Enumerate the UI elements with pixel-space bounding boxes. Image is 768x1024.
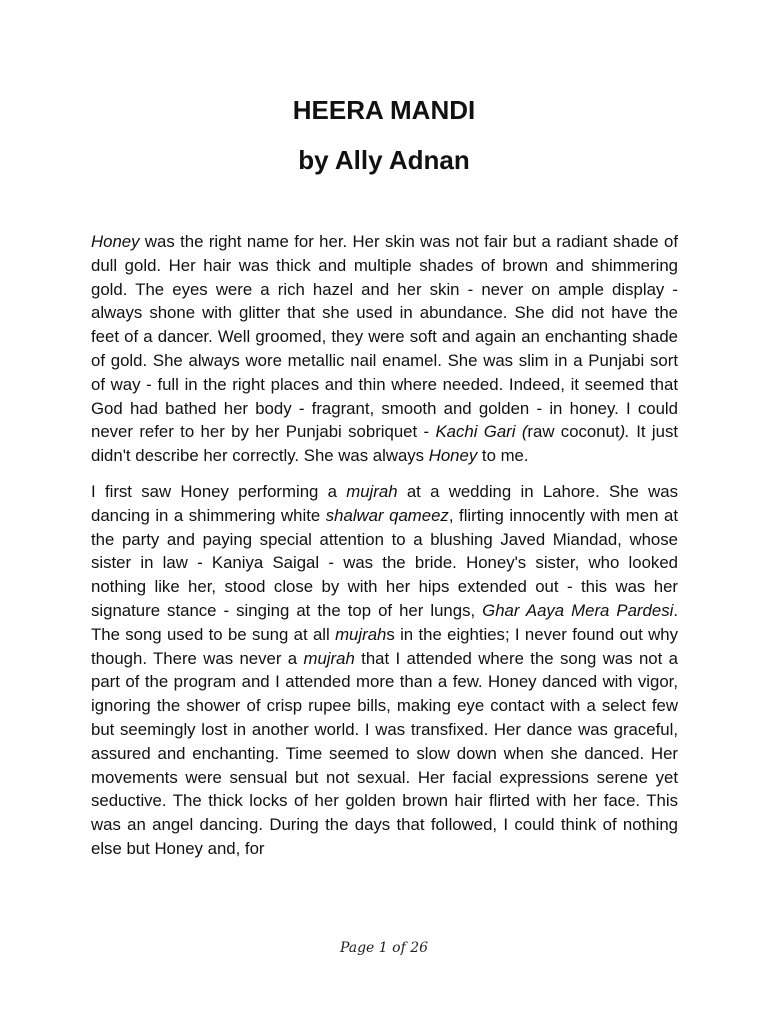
text-span: was the right name for her. Her skin was not fair but a radiant shade of dull gold. Her hair was thick and multiple shades of brown and shimmering gold. The eyes were a rich hazel and her skin - never on ample display - always shone with glitter that she used in abundance. She did not have the feet of a dancer. Well groomed, they were soft and again an enchanting shade of gold. She always wore metallic nail enamel. She was slim in a Punjabi sort of way - full in the right places and thin where needed. Indeed, it seemed that God had bathed her body - fragrant, smooth and golden - in honey. I could never refer to her by her Punjabi sobriquet - xyxy=(91,232,678,442)
text-span: to me. xyxy=(477,446,529,466)
italic-span: Honey xyxy=(428,446,478,466)
text-span: at a wedding in Lahore. She was dancing in a shimmering white xyxy=(91,481,678,525)
author-line: by Ally Adnan xyxy=(298,145,470,175)
body-text xyxy=(91,230,678,873)
italic-span: mujrah xyxy=(303,648,355,668)
text-span: s in the eighties; I never found out why though. There was never a xyxy=(91,624,678,668)
italic-span: Ghar Aaya Mera Pardesi xyxy=(482,600,674,620)
text-span: , flirting innocently with men at the party and paying special attention to a blushing Javed Miandad, whose sister in law - Kaniya Saigal - was the bride. Honey's sister, who looked nothing like her, stood close by with her hips extended out - this was her signature stance - singing at the top of her lungs, xyxy=(91,505,678,620)
italic-span: shalwar qameez xyxy=(325,505,449,525)
italic-span: ). xyxy=(619,422,630,442)
italic-span: mujrah xyxy=(335,624,387,644)
italic-span: Honey xyxy=(91,232,140,251)
italic-span: mujrah xyxy=(346,481,398,501)
page-number-footer: Page 1 of 26 xyxy=(339,940,429,956)
paragraph-2 xyxy=(91,480,678,861)
text-span: I first saw Honey performing a xyxy=(91,481,347,501)
document-title: HEERA MANDI xyxy=(292,95,476,125)
text-span: . The song used to be sung at all xyxy=(91,600,678,644)
text-span: that I attended where the song was not a part of the program and I attended more than a few. Honey danced with vigor, ignoring the shower of crisp rupee bills, making eye contact with a select few but seemingly lost in another world. I was transfixed. Her dance was graceful, assured and enchanting. Time seemed to slow down when she danced. Her movements were sensual but not sexual. Her facial expressions serene yet seductive. The thick locks of her golden brown hair flirted with her face. This was an angel dancing. During the days that followed, I could think of nothing else but Honey and, for xyxy=(91,648,678,858)
paragraph-1 xyxy=(91,230,678,468)
italic-span: Kachi Gari ( xyxy=(435,422,528,442)
text-span: raw coconut xyxy=(527,422,620,442)
text-span: It just didn't describe her correctly. She was always xyxy=(91,422,678,466)
